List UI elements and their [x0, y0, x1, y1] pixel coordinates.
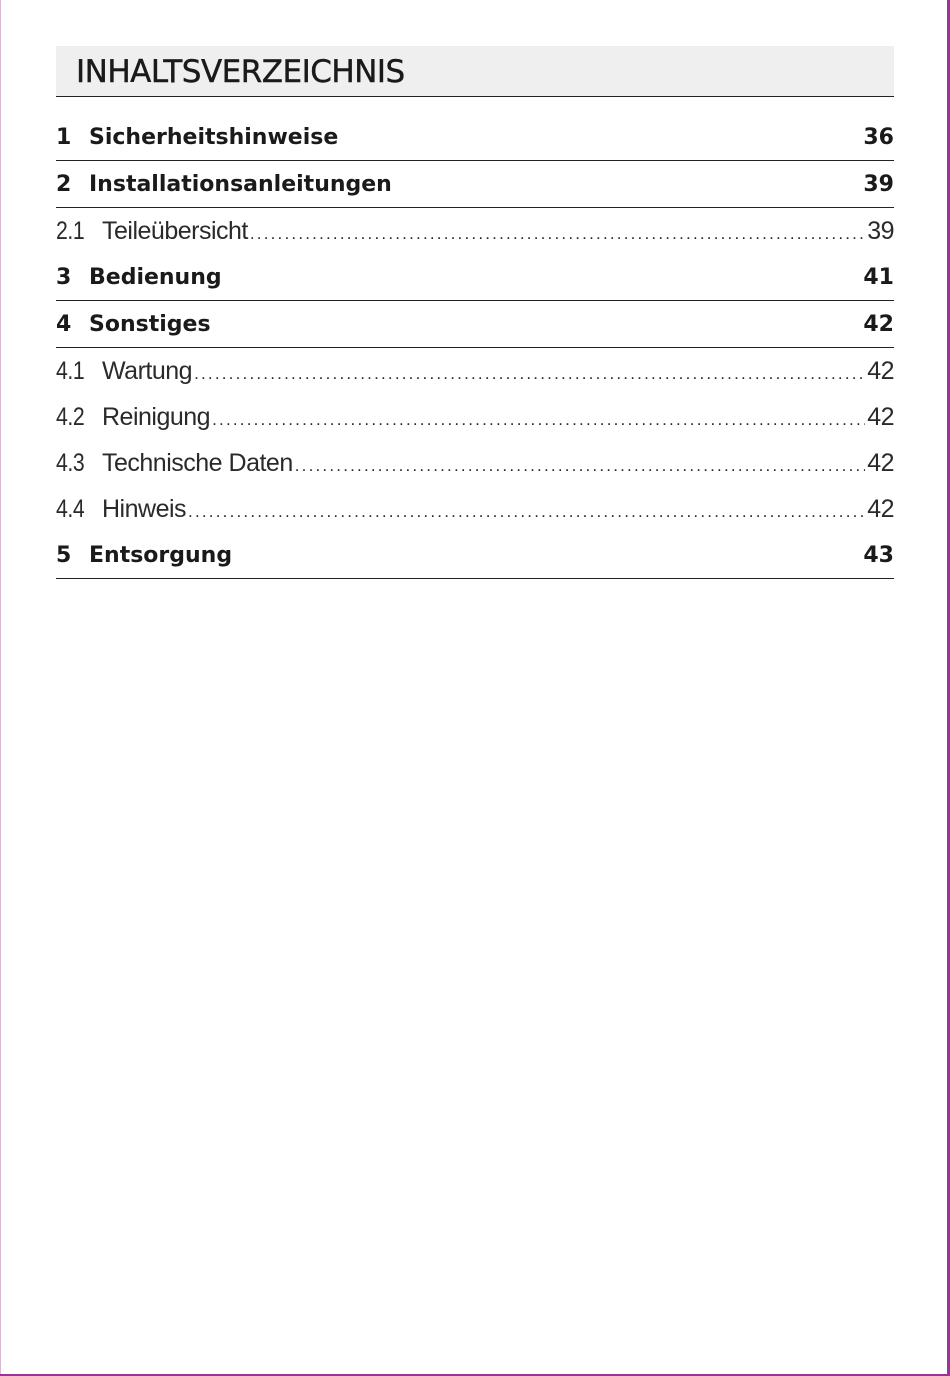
toc-subentry-number: 4.2 [56, 403, 85, 431]
toc-subentry-number: 4.3 [56, 449, 85, 477]
toc-entry-number: 2 [56, 172, 72, 197]
toc-entry-technische-daten[interactable] [56, 440, 894, 486]
dot-leader [194, 364, 865, 384]
toc-subentry-label[interactable]: Reinigung [102, 403, 211, 431]
toc-subentry-label[interactable]: Wartung [102, 357, 193, 385]
toc-subentry-label[interactable]: Teileübersicht [102, 217, 248, 245]
toc-entry-label[interactable]: Sicherheitshinweise [89, 125, 339, 150]
toc-subentry-page: 42 [867, 495, 894, 523]
toc-header [56, 46, 894, 97]
table-of-contents [56, 114, 894, 579]
toc-entry-sonstiges[interactable] [56, 301, 894, 348]
toc-entry-page: 41 [863, 265, 894, 290]
toc-subentry-page: 42 [867, 357, 894, 385]
toc-entry-page: 36 [863, 125, 894, 150]
toc-subentry-page: 42 [867, 449, 894, 477]
toc-entry-number: 3 [56, 265, 72, 290]
toc-subentry-number: 2.1 [56, 217, 85, 245]
toc-entry-teileuebersicht[interactable] [56, 208, 894, 254]
toc-entry-label[interactable]: Installationsanleitungen [89, 172, 392, 197]
page-title: INHALTSVERZEICHNIS [76, 54, 405, 90]
page-edge-left [0, 0, 1, 1376]
dot-leader [188, 502, 865, 522]
toc-subentry-label[interactable]: Technische Daten [102, 449, 293, 477]
toc-entry-wartung[interactable] [56, 348, 894, 394]
toc-entry-page: 42 [863, 312, 894, 337]
dot-leader [212, 410, 865, 430]
toc-subentry-page: 42 [867, 403, 894, 431]
toc-entry-sicherheitshinweise[interactable] [56, 114, 894, 161]
toc-subentry-page: 39 [867, 217, 894, 245]
dot-leader [295, 456, 865, 476]
toc-entry-bedienung[interactable] [56, 254, 894, 301]
dot-leader [250, 224, 865, 244]
toc-entry-installationsanleitungen[interactable] [56, 161, 894, 208]
toc-entry-label[interactable]: Sonstiges [89, 312, 211, 337]
toc-entry-label[interactable]: Bedienung [89, 265, 222, 290]
toc-entry-entsorgung[interactable] [56, 532, 894, 579]
toc-entry-page: 39 [863, 172, 894, 197]
toc-entry-label[interactable]: Entsorgung [89, 543, 233, 568]
toc-subentry-label[interactable]: Hinweis [102, 495, 187, 523]
toc-subentry-number: 4.4 [56, 495, 85, 523]
toc-entry-number: 1 [56, 125, 72, 150]
toc-entry-number: 5 [56, 543, 72, 568]
toc-entry-number: 4 [56, 312, 72, 337]
toc-entry-page: 43 [863, 543, 894, 568]
toc-entry-reinigung[interactable] [56, 394, 894, 440]
toc-subentry-number: 4.1 [56, 357, 85, 385]
toc-entry-hinweis[interactable] [56, 486, 894, 532]
